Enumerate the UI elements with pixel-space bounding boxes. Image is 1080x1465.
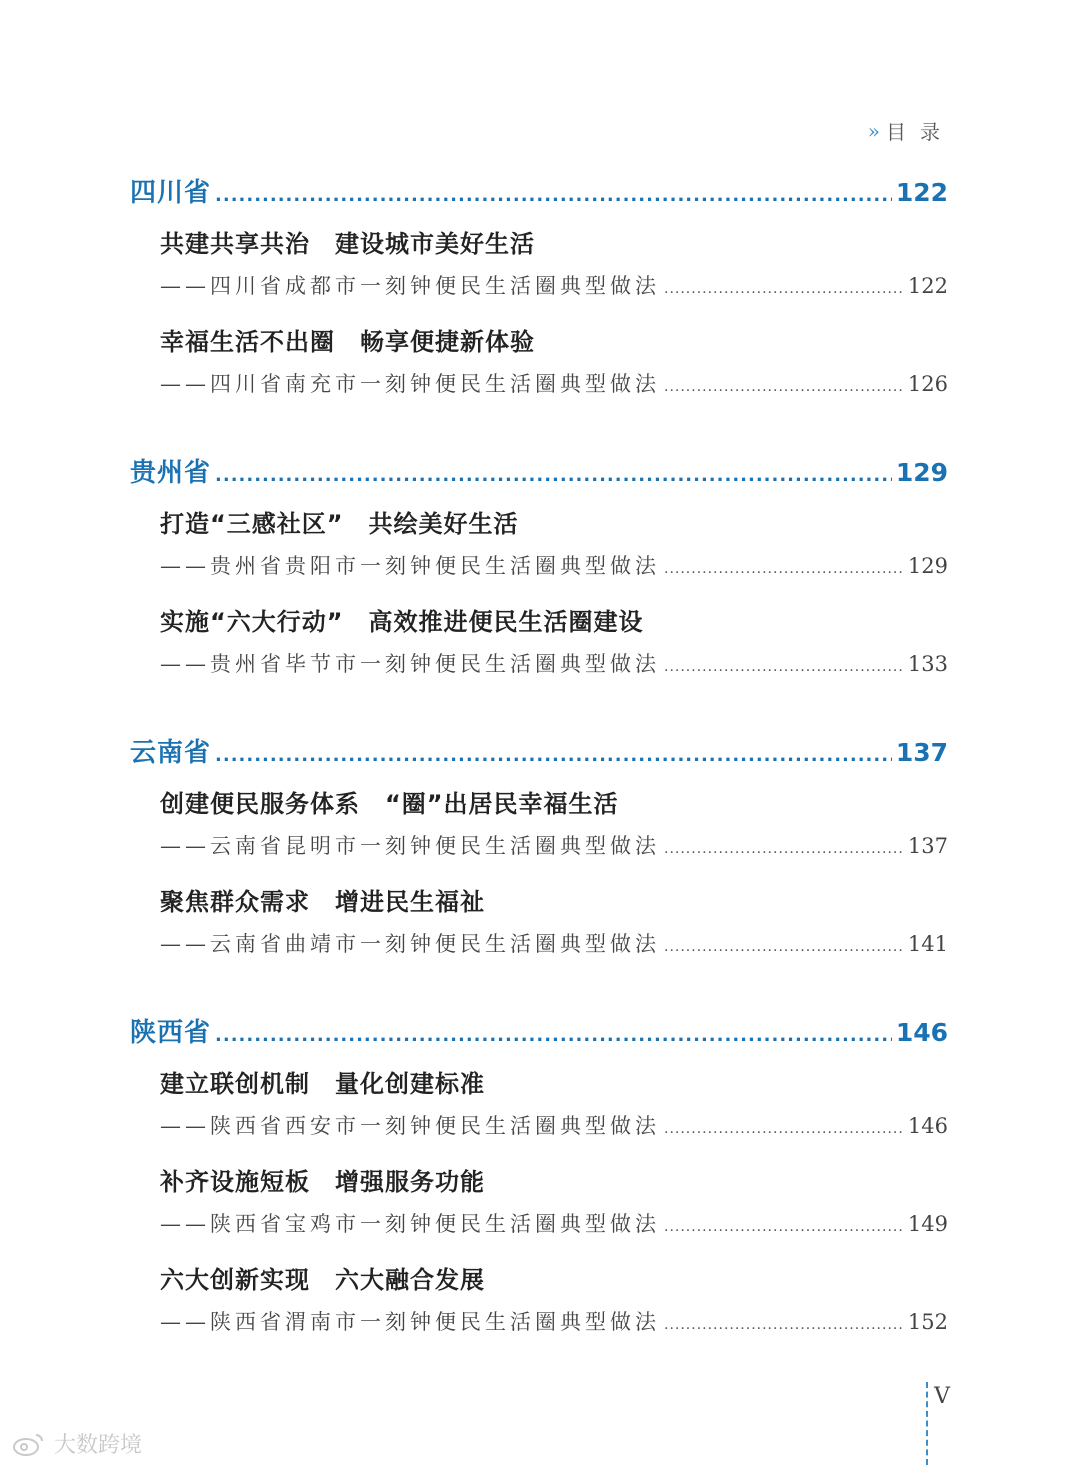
article-subtitle-entry[interactable] (160, 1110, 948, 1156)
toc-section (130, 1012, 948, 1352)
page-number: V (934, 1384, 950, 1409)
article-page: 133 (907, 652, 948, 676)
article-page: 129 (907, 554, 948, 578)
article-subtitle-entry[interactable] (160, 928, 948, 974)
article-title[interactable]: 六大创新实现 六大融合发展 (160, 1266, 485, 1294)
article-page: 152 (907, 1310, 948, 1334)
article-subtitle: ——贵州省贵阳市一刻钟便民生活圈典型做法 (160, 554, 660, 578)
leader-dots (215, 465, 892, 486)
article-subtitle-entry[interactable] (160, 368, 948, 414)
article-page: 137 (907, 834, 948, 858)
leader-dots (664, 561, 904, 577)
watermark-text: 大数跨境 (54, 1433, 143, 1458)
article-title[interactable]: 共建共享共治 建设城市美好生活 (160, 230, 535, 258)
article-subtitle-entry[interactable] (160, 1208, 948, 1254)
province-name: 云南省 (130, 738, 212, 768)
leader-dots (664, 379, 904, 395)
article-page: 146 (907, 1114, 948, 1138)
article-subtitle: ——四川省南充市一刻钟便民生活圈典型做法 (160, 372, 660, 396)
article-subtitle: ——云南省昆明市一刻钟便民生活圈典型做法 (160, 834, 660, 858)
table-of-contents (130, 172, 948, 1390)
article-page: 126 (907, 372, 948, 396)
toc-section (130, 732, 948, 974)
province-page: 137 (895, 738, 948, 767)
article-title[interactable]: 创建便民服务体系 “圈”出居民幸福生活 (160, 790, 619, 818)
article-subtitle: ——陕西省渭南市一刻钟便民生活圈典型做法 (160, 1310, 660, 1334)
running-header (868, 116, 954, 145)
leader-dots (215, 185, 892, 206)
leader-dots (664, 281, 904, 297)
article-title[interactable]: 实施“六大行动” 高效推进便民生活圈建设 (160, 608, 644, 636)
article-subtitle: ——陕西省西安市一刻钟便民生活圈典型做法 (160, 1114, 660, 1138)
article-page: 141 (907, 932, 948, 956)
article-subtitle-entry[interactable] (160, 830, 948, 876)
article-subtitle-entry[interactable] (160, 550, 948, 596)
article-subtitle-entry[interactable] (160, 648, 948, 694)
leader-dots (664, 1219, 904, 1235)
article-page: 149 (907, 1212, 948, 1236)
toc-section (130, 172, 948, 414)
article-title[interactable]: 打造“三感社区” 共绘美好生活 (160, 510, 519, 538)
province-name: 四川省 (130, 178, 212, 208)
watermark (12, 1428, 142, 1459)
folio-divider (926, 1382, 928, 1465)
leader-dots (664, 1121, 904, 1137)
province-entry[interactable] (130, 732, 948, 778)
article-title[interactable]: 幸福生活不出圈 畅享便捷新体验 (160, 328, 535, 356)
province-page: 129 (895, 458, 948, 487)
article-title[interactable]: 补齐设施短板 增强服务功能 (160, 1168, 485, 1196)
province-name: 贵州省 (130, 458, 212, 488)
leader-dots (664, 841, 904, 857)
article-title[interactable]: 建立联创机制 量化创建标准 (160, 1070, 485, 1098)
header-title: 目录 (886, 120, 954, 144)
province-name: 陕西省 (130, 1018, 212, 1048)
province-page: 146 (895, 1018, 948, 1047)
double-chevron-icon: » (867, 118, 874, 143)
leader-dots (664, 1317, 904, 1333)
leader-dots (664, 659, 904, 675)
province-page: 122 (895, 178, 948, 207)
article-subtitle-entry[interactable] (160, 1306, 948, 1352)
province-entry[interactable] (130, 172, 948, 218)
leader-dots (215, 1025, 892, 1046)
article-subtitle: ——陕西省宝鸡市一刻钟便民生活圈典型做法 (160, 1212, 660, 1236)
article-subtitle: ——云南省曲靖市一刻钟便民生活圈典型做法 (160, 932, 660, 956)
article-subtitle: ——贵州省毕节市一刻钟便民生活圈典型做法 (160, 652, 660, 676)
article-subtitle: ——四川省成都市一刻钟便民生活圈典型做法 (160, 274, 660, 298)
leader-dots (664, 939, 904, 955)
weibo-logo-icon (12, 1431, 46, 1457)
article-page: 122 (907, 274, 948, 298)
province-entry[interactable] (130, 1012, 948, 1058)
toc-section (130, 452, 948, 694)
article-title[interactable]: 聚焦群众需求 增进民生福祉 (160, 888, 485, 916)
article-subtitle-entry[interactable] (160, 270, 948, 316)
leader-dots (215, 745, 892, 766)
province-entry[interactable] (130, 452, 948, 498)
